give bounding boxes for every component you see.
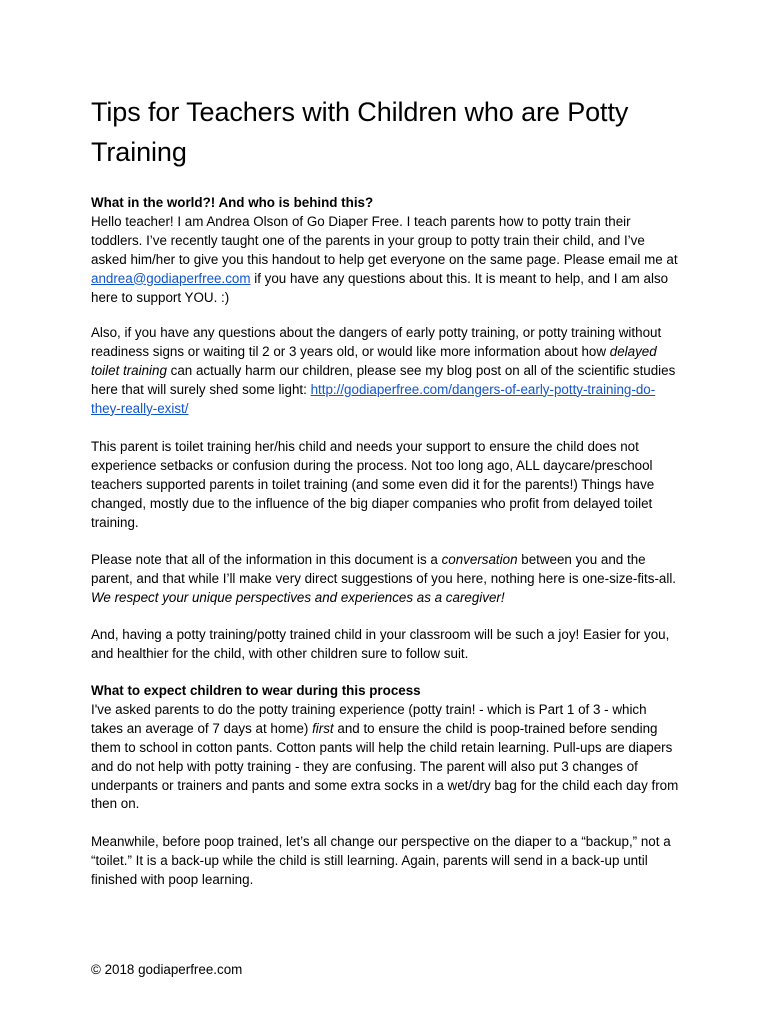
wear-italic: first	[312, 720, 334, 736]
document-title: Tips for Teachers with Children who are Potty Training	[91, 97, 629, 167]
conversation-italic-end: We respect your unique perspectives and experiences as a caregiver!	[91, 589, 505, 605]
dangers-paragraph	[91, 324, 681, 419]
intro-text-after-email: if you have any questions about this. It is meant to help, and I am also here to support YOU. :)	[91, 270, 669, 305]
dangers-italic: delayed toilet training	[91, 343, 657, 378]
support-paragraph: This parent is toilet training her/his child and needs your support to ensure the child does not experience setbacks or confusion during the process. Not too long ago, ALL daycare/preschool teachers supported parents in toilet training (and some even did it for the parents!) Things have changed, mostly due to the influence of the big diaper companies who profit from delayed toilet training.	[91, 439, 655, 530]
conversation-paragraph	[91, 551, 681, 608]
copyright-footer: © 2018 godiaperfree.com	[91, 962, 243, 977]
email-link[interactable]: andrea@godiaperfree.com	[91, 270, 251, 286]
dangers-text-before-italic: Also, if you have any questions about the dangers of early potty training, or potty training without readiness signs or waiting til 2 or 3 years old, or would like more information about how	[91, 325, 662, 359]
conversation-italic: conversation	[441, 552, 518, 567]
wear-text-before-italic: I've asked parents to do the potty training experience (potty train! - which is Part 1 of 3 - which takes an average of 7 days at home)	[91, 701, 647, 736]
intro-heading: What in the world?! And who is behind this?	[91, 195, 374, 210]
backup-paragraph: Meanwhile, before poop trained, let’s all change our perspective on the diaper to a “backup,” not a “toilet.” It is a back-up while the child is still learning. Again, parents will send in a back-up until finished with poop learning.	[91, 834, 671, 887]
dangers-text-after-italic: can actually harm our children, please see my blog post on all of the scientific studies here that will surely shed some light:	[91, 362, 676, 397]
conversation-text-middle: between you and the parent, and that while I’ll make very direct suggestions of you here, nothing here is one-size-fits-all.	[91, 552, 677, 586]
wear-heading: What to expect children to wear during this process	[91, 683, 421, 698]
intro-text-before-email: Hello teacher! I am Andrea Olson of Go Diaper Free. I teach parents how to potty train their toddlers. I’ve recently taught one of the parents in your group to potty train their child, and I’ve asked him/her to give you this handout to help get everyone on the same page. Please email me at	[91, 213, 678, 267]
blog-post-link[interactable]: http://godiaperfree.com/dangers-of-early-potty-training-do-they-really-exist/	[91, 381, 656, 416]
conversation-text-before-italic: Please note that all of the information in this document is a	[91, 552, 442, 567]
intro-section	[91, 194, 681, 307]
joy-paragraph: And, having a potty training/potty trained child in your classroom will be such a joy! Easier for you, and healthier for the child, with other children sure to follow suit.	[91, 627, 670, 661]
wear-section	[91, 682, 681, 814]
wear-text-after-italic: and to ensure the child is poop-trained before sending them to school in cotton pants. Cotton pants will help the child retain learning. Pull-ups are diapers and do not help with potty training - they are confusing. The parent will also put 3 changes of underpants or trainers and pants and some extra socks in a wet/dry bag for the child each day from then on.	[91, 720, 679, 812]
